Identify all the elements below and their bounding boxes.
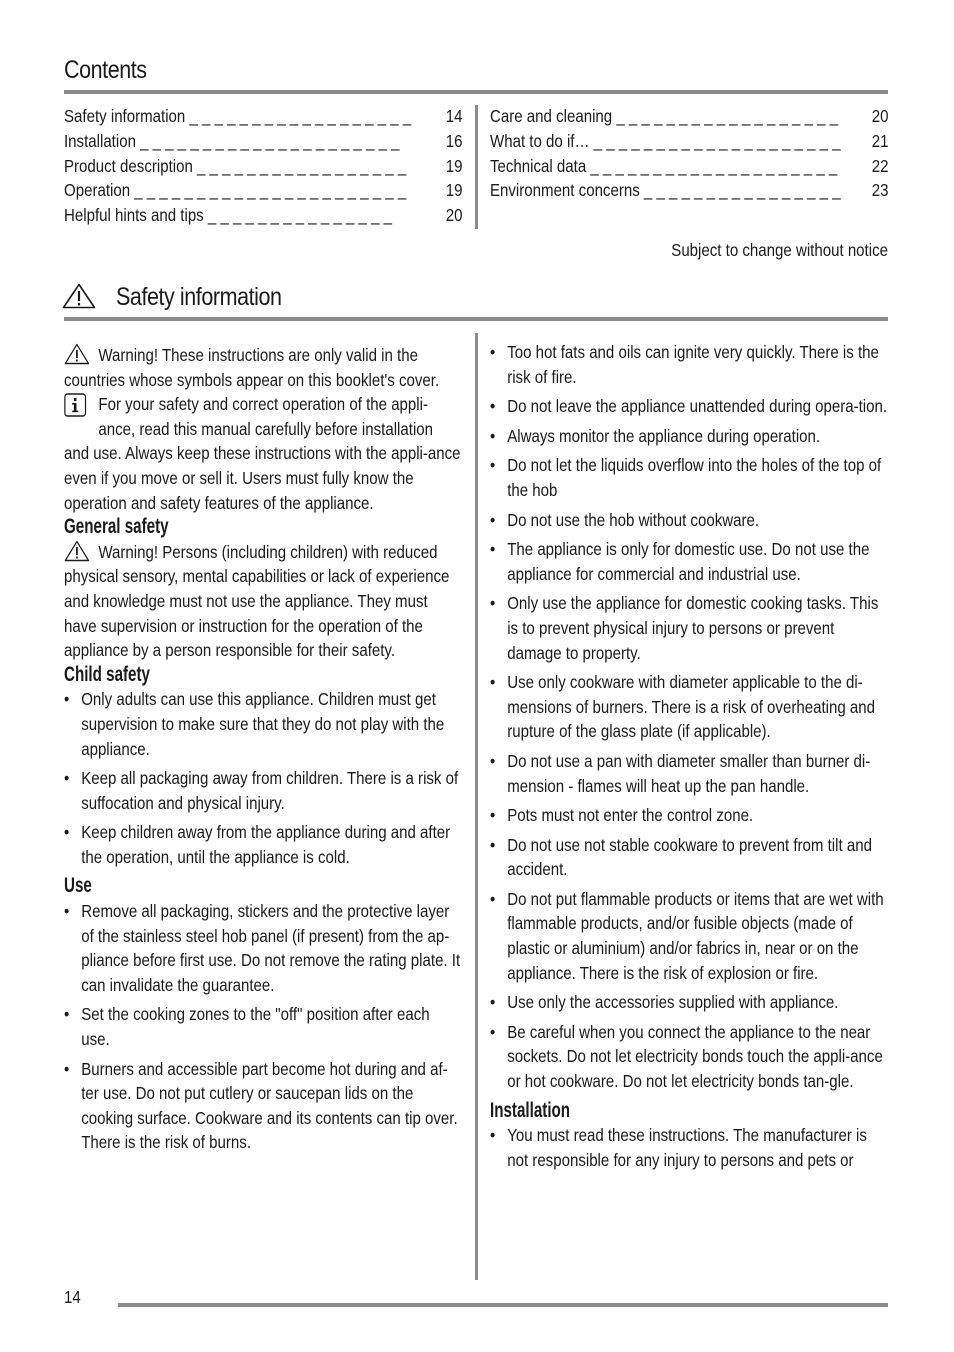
list-item xyxy=(490,424,888,449)
toc-entry[interactable] xyxy=(64,203,462,228)
bullet-icon: • xyxy=(64,1004,70,1025)
bullet-icon: • xyxy=(490,834,496,855)
bullet-icon: • xyxy=(64,901,70,922)
list-item xyxy=(64,899,462,997)
list-item xyxy=(490,990,888,1015)
list-item-text: Use only cookware with diameter applicable to the di-mensions of burners. There is a risk of overheating and rupture of the glass plate (if applicable). xyxy=(507,672,876,742)
bullet-icon: • xyxy=(490,593,496,614)
list-item xyxy=(490,591,888,665)
list-item xyxy=(490,394,888,419)
footer-divider xyxy=(118,1303,888,1307)
list-item-text: The appliance is only for domestic use. Do not use the appliance for commercial and industrial use. xyxy=(507,539,870,584)
toc-entry-label: Operation _ _ _ _ _ _ _ _ _ _ _ _ _ _ _ _ _ _ _ _ _ _ xyxy=(64,180,407,201)
safety-column-divider xyxy=(475,333,478,1280)
list-item xyxy=(490,749,888,798)
safety-left-column xyxy=(64,343,462,1160)
change-notice: Subject to change without notice xyxy=(671,240,888,260)
bullet-icon: • xyxy=(490,539,496,560)
list-item xyxy=(64,687,462,761)
list-item-text: Do not use the hob without cookware. xyxy=(507,509,760,530)
list-item xyxy=(64,820,462,869)
toc-right-column xyxy=(490,104,888,203)
warning-label: Warning! xyxy=(98,541,159,562)
toc-entry-page: 23 xyxy=(871,180,888,201)
list-item xyxy=(490,1123,888,1172)
bullet-icon: • xyxy=(490,992,496,1013)
toc-entry-page: 21 xyxy=(871,130,888,151)
page-number: 14 xyxy=(64,1287,81,1307)
child-safety-list xyxy=(64,687,462,869)
contents-divider xyxy=(64,90,888,94)
bullet-icon: • xyxy=(490,1125,496,1146)
use-list xyxy=(64,899,462,1155)
toc-entry[interactable] xyxy=(490,154,888,179)
bullet-icon: • xyxy=(490,672,496,693)
toc-entry-label: Safety information _ _ _ _ _ _ _ _ _ _ _ _ _ _ _ _ _ _ xyxy=(64,106,412,126)
list-item xyxy=(490,803,888,828)
list-item-text: Pots must not enter the control zone. xyxy=(507,805,754,826)
toc-entry-label: Technical data _ _ _ _ _ _ _ _ _ _ _ _ _ _ _ _ _ _ _ _ xyxy=(490,155,838,176)
list-item-text: Only adults can use this appliance. Children must get supervision to make sure that they do not play with the appliance. xyxy=(81,689,445,759)
list-item-text: Remove all packaging, stickers and the protective layer of the stainless steel hob panel (if present) from the ap-pliance before first use. Do not remove the rating plate. It can invalidate the guarantee. xyxy=(81,901,461,995)
toc-entry-label: Installation _ _ _ _ _ _ _ _ _ _ _ _ _ _ _ _ _ _ _ _ _ xyxy=(64,130,400,151)
toc-entry-label: Product description _ _ _ _ _ _ _ _ _ _ _ _ _ _ _ _ _ xyxy=(64,155,407,176)
general-safety-list-continued xyxy=(490,340,888,1094)
list-item xyxy=(64,1002,462,1051)
list-item-text: Do not leave the appliance unattended during opera-tion. xyxy=(507,396,888,417)
warning-triangle-icon xyxy=(64,540,90,562)
list-item xyxy=(64,766,462,815)
list-item-text: Do not put flammable products or items that are wet with flammable products, and/or fusible objects (made of plastic or aluminium) and/or fabrics in, near or on the appliance. There is the risk of explosion or fire. xyxy=(507,888,884,983)
bullet-icon: • xyxy=(490,455,496,476)
bullet-icon: • xyxy=(490,750,496,771)
list-item xyxy=(490,537,888,586)
bullet-icon: • xyxy=(64,822,70,843)
list-item-text: Burners and accessible part become hot during and af-ter use. Do not put cutlery or saucepan lids on the cooking surface. Cookware and its contents can tip over. There is the risk of burns. xyxy=(81,1058,458,1153)
list-item xyxy=(490,670,888,744)
list-item-text: Be careful when you connect the appliance to the near sockets. Do not let electricity bonds touch the appli-ance or hot cookware. Do not let electricity bonds tan-gle. xyxy=(507,1021,883,1092)
warning-triangle-icon xyxy=(64,343,90,365)
warning-text: These instructions are only valid in the countries whose symbols appear on this booklet's cover. xyxy=(64,345,440,390)
toc-entry-page: 19 xyxy=(445,155,462,176)
toc-entry[interactable] xyxy=(490,104,888,129)
toc-left-column xyxy=(64,104,462,228)
warning-paragraph-validity xyxy=(64,343,462,392)
contents-title: Contents xyxy=(64,56,147,84)
toc-entry[interactable] xyxy=(64,154,462,179)
info-icon xyxy=(64,392,90,418)
list-item xyxy=(490,508,888,533)
toc-entry[interactable] xyxy=(64,129,462,154)
toc-entry[interactable] xyxy=(64,178,462,203)
list-item-text: Set the cooking zones to the "off" position after each use. xyxy=(81,1004,430,1050)
toc-column-divider xyxy=(475,105,478,229)
general-safety-heading: General safety xyxy=(64,515,169,539)
list-item-text: Too hot fats and oils can ignite very quickly. There is the risk of fire. xyxy=(507,342,879,387)
safety-divider xyxy=(64,317,888,321)
toc-entry-page: 22 xyxy=(871,155,888,176)
bullet-icon: • xyxy=(490,805,496,826)
list-item xyxy=(490,887,888,985)
info-paragraph xyxy=(64,392,462,515)
child-safety-heading: Child safety xyxy=(64,662,150,686)
list-item-text: Do not use a pan with diameter smaller than burner di-mension - flames will heat up the pan handle. xyxy=(507,750,871,796)
toc-entry-label: Environment concerns _ _ _ _ _ _ _ _ _ _ _ _ _ _ _ _ xyxy=(490,180,841,201)
safety-title: Safety information xyxy=(116,283,282,311)
toc-entry-page: 14 xyxy=(445,106,462,126)
bullet-icon: • xyxy=(490,342,496,362)
toc-entry[interactable] xyxy=(490,129,888,154)
info-text: For your safety and correct operation of the appli-ance, read this manual carefully before installation and use. Always keep these instructions with the appli-ance even if you move or sell it. Users must fully know the operation and safety features of the appliance. xyxy=(64,394,461,513)
bullet-icon: • xyxy=(490,1021,496,1042)
list-item xyxy=(64,1057,462,1155)
toc-entry-label: Helpful hints and tips _ _ _ _ _ _ _ _ _ _ _ _ _ _ _ xyxy=(64,205,392,226)
warning-label: Warning! xyxy=(98,345,159,365)
list-item xyxy=(490,340,888,389)
list-item-text: Use only the accessories supplied with appliance. xyxy=(507,992,839,1013)
list-item-text: Keep all packaging away from children. There is a risk of suffocation and physical injury. xyxy=(81,768,459,813)
installation-heading: Installation xyxy=(490,1098,571,1122)
bullet-icon: • xyxy=(64,1058,70,1079)
bullet-icon: • xyxy=(490,396,496,417)
bullet-icon: • xyxy=(490,509,496,530)
list-item-text: Always monitor the appliance during operation. xyxy=(507,425,821,446)
list-item-text: Do not let the liquids overflow into the holes of the top of the hob xyxy=(507,455,882,500)
list-item xyxy=(490,833,888,882)
bullet-icon: • xyxy=(490,888,496,909)
warning-triangle-icon xyxy=(62,283,96,309)
toc-entry-page: 19 xyxy=(445,180,462,201)
toc-entry-page: 20 xyxy=(871,106,888,126)
safety-right-column xyxy=(490,340,888,1177)
installation-list xyxy=(490,1123,888,1172)
list-item-text: Only use the appliance for domestic cooking tasks. This is to prevent physical injury to persons or prevent damage to property. xyxy=(507,593,879,663)
toc-entry-label: What to do if… _ _ _ _ _ _ _ _ _ _ _ _ _ _ _ _ _ _ _ _ xyxy=(490,130,841,151)
toc-entry-page: 20 xyxy=(445,205,462,226)
list-item xyxy=(490,1020,888,1094)
list-item xyxy=(490,453,888,502)
warning-paragraph-persons xyxy=(64,540,462,663)
toc-entry-page: 16 xyxy=(445,130,462,151)
warning-text: Persons (including children) with reduced physical sensory, mental capabilities or lack of experience and knowledge must not use the appliance. They must have supervision or instruction for the operation of the appliance by a person responsible for their safety. xyxy=(64,541,450,661)
bullet-icon: • xyxy=(64,689,70,710)
use-heading: Use xyxy=(64,874,92,898)
bullet-icon: • xyxy=(64,768,70,789)
list-item-text: Keep children away from the appliance during and after the operation, until the appliance is cold. xyxy=(81,822,451,867)
toc-entry-label: Care and cleaning _ _ _ _ _ _ _ _ _ _ _ _ _ _ _ _ _ _ xyxy=(490,106,839,126)
toc-entry[interactable] xyxy=(490,178,888,203)
list-item-text: Do not use not stable cookware to prevent from tilt and accident. xyxy=(507,834,872,880)
bullet-icon: • xyxy=(490,425,496,446)
toc-entry[interactable] xyxy=(64,104,462,129)
list-item-text: You must read these instructions. The manufacturer is not responsible for any injury to persons and pets or xyxy=(507,1125,867,1170)
